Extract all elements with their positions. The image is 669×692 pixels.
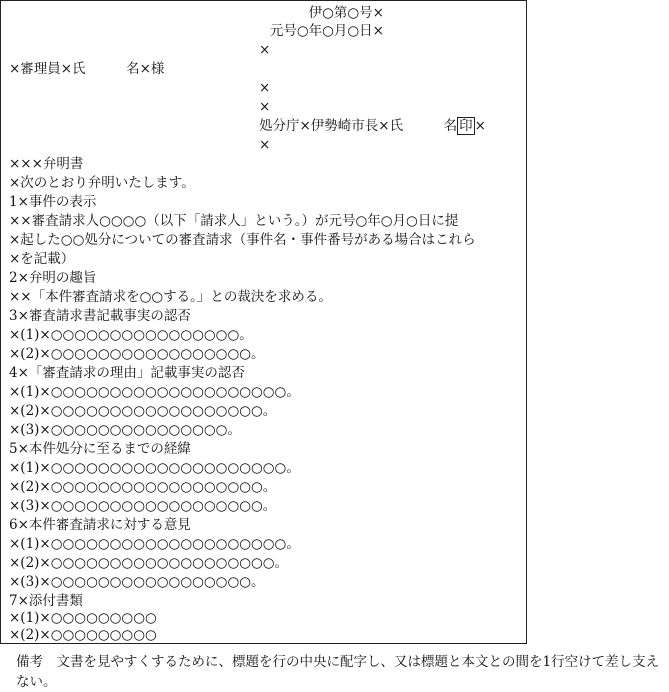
- doc-date: 元号○年○月○日×: [269, 23, 384, 39]
- blank-marker: ×: [259, 99, 271, 115]
- blank-marker: ×: [259, 80, 271, 96]
- section-line: ×(1)×○○○○○○○○○○○○○○○○。: [9, 327, 253, 343]
- section-line: ×(1)×○○○○○○○○○: [9, 610, 157, 626]
- section-heading: 1×事件の表示: [9, 194, 97, 210]
- intro-text: ×次のとおり弁明いたします。: [9, 175, 195, 191]
- section-line: ×(2)×○○○○○○○○○○○○○○○○○○。: [9, 479, 277, 495]
- section-line: ××「本件審査請求を○○する。」との裁決を求める。: [9, 289, 332, 305]
- sender-tail: ×: [474, 118, 486, 134]
- blank-marker: ×: [259, 137, 271, 153]
- addressee: ×審理員×氏 名×様: [9, 61, 165, 77]
- section-heading: 2×弁明の趣旨: [9, 270, 97, 286]
- section-line: ×(2)×○○○○○○○○○○○○○○○○○○○。: [9, 555, 289, 571]
- section-line: ×(1)×○○○○○○○○○○○○○○○○○○○○。: [9, 460, 300, 476]
- section-heading: 6×本件審査請求に対する意見: [9, 517, 191, 533]
- document-title: ×××弁明書: [9, 156, 84, 172]
- section-line: ×(1)×○○○○○○○○○○○○○○○○○○○○。: [9, 536, 300, 552]
- footnote-remarks: 備考 文書を見やすくするために、標題を行の中央に配字し、又は標題と本文との間を1行空けて差し支えない。: [16, 654, 660, 690]
- section-line: ×(1)×○○○○○○○○○○○○○○○○○○○○。: [9, 384, 300, 400]
- section-line: ×起した○○処分についての審査請求（事件名・事件番号がある場合はこれら: [9, 232, 476, 248]
- section-line: ×(3)×○○○○○○○○○○○○○○○。: [9, 422, 241, 438]
- doc-number: 伊○第○号×: [308, 5, 384, 21]
- sender: [259, 117, 486, 135]
- section-line: ×(3)×○○○○○○○○○○○○○○○○○。: [9, 574, 265, 590]
- section-line: ×(2)×○○○○○○○○○: [9, 627, 157, 643]
- section-line: ××審査請求人○○○○（以下「請求人」という。）が元号○年○月○日に提: [9, 213, 459, 229]
- section-line: ×(2)×○○○○○○○○○○○○○○○○○。: [9, 346, 265, 362]
- section-heading: 7×添付書類: [9, 593, 83, 609]
- section-line: ×を記載）: [9, 251, 75, 267]
- section-heading: 4×「審査請求の理由」記載事実の認否: [9, 365, 245, 381]
- section-heading: 5×本件処分に至るまでの経緯: [9, 441, 191, 457]
- section-line: ×(2)×○○○○○○○○○○○○○○○○○○。: [9, 403, 277, 419]
- section-line: ×(3)×○○○○○○○○○○○○○○○○○○。: [9, 498, 277, 514]
- section-heading: 3×審査請求書記載事実の認否: [9, 308, 191, 324]
- sender-name: 処分庁×伊勢崎市長×氏 名: [259, 118, 458, 134]
- seal-mark: 印: [459, 118, 473, 134]
- blank-marker: ×: [259, 42, 271, 58]
